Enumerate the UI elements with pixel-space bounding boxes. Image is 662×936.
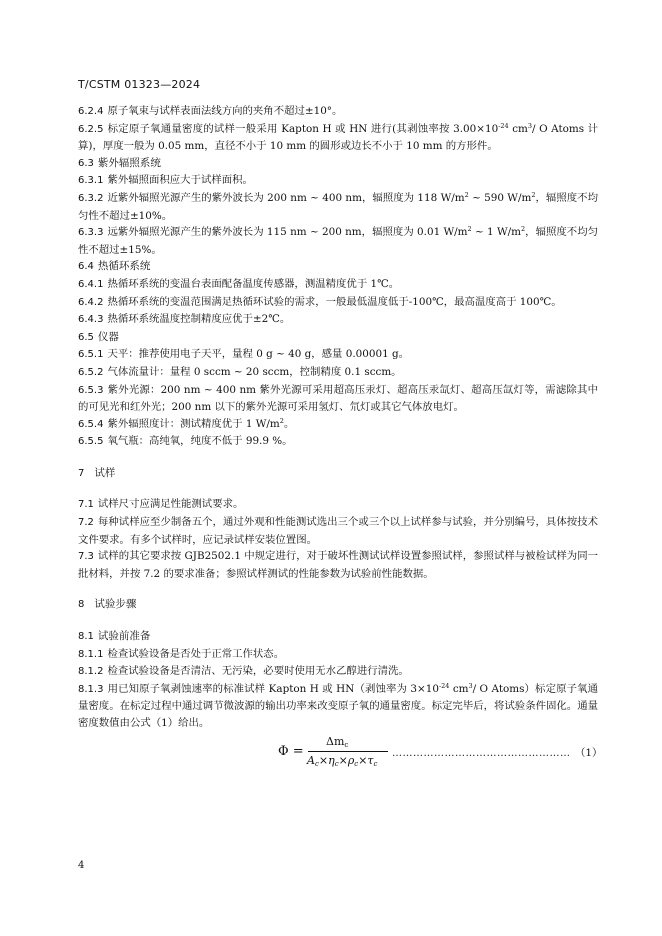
clause-text: 紫外光源：200 nm ~ 400 nm 紫外光源可采用超高压汞灯、超高压汞氙灯、超高压氙灯等，需滤除其中的可见光和红外光；200 nm 以下的紫外光源可采用氢灯、氘灯或其它气体放电灯。 — [78, 383, 598, 414]
spacer — [78, 482, 598, 496]
formula-number: （1） — [575, 746, 603, 759]
clause-6-4-3 — [78, 311, 598, 329]
superscript: 2 — [467, 225, 472, 234]
spacer — [78, 582, 598, 596]
clause-6-3-1 — [78, 172, 598, 190]
clause-number: 7.3 — [78, 551, 94, 563]
clause-text: 氧气瓶：高纯氧，纯度不低于 99.9 %。 — [107, 435, 293, 448]
clause-6-5-5 — [78, 433, 598, 451]
clause-number: 6.5.5 — [78, 436, 104, 448]
clause-8-1-3 — [78, 681, 598, 732]
heading-6-4 — [78, 258, 598, 276]
heading-number: 6.5 — [78, 331, 94, 343]
heading-number: 7 — [78, 467, 85, 479]
formula-leader-dots: …………………………………………… — [392, 747, 571, 759]
superscript: 2 — [464, 190, 469, 199]
heading-number: 6.4 — [78, 261, 94, 273]
numerator-text: Δm — [326, 734, 345, 748]
heading-6-5 — [78, 329, 598, 347]
clause-text: 试样尺寸应满足性能测试要求。 — [97, 498, 244, 511]
clause-7-3 — [78, 548, 598, 582]
spacer — [78, 614, 598, 628]
denominator-subscript: c — [354, 759, 359, 768]
clause-text: 气体流量计：量程 0 sccm ~ 20 sccm，控制精度 0.1 sccm。 — [107, 365, 402, 378]
heading-number: 6.3 — [78, 157, 94, 169]
spacer — [78, 451, 598, 465]
page-number: 4 — [78, 860, 85, 871]
clause-text: 原子氧束与试样表面法线方向的夹角不超过±10°。 — [107, 105, 343, 117]
clause-text: cm — [508, 122, 528, 135]
clause-6-5-1 — [78, 346, 598, 364]
formula-denominator — [307, 753, 377, 770]
heading-8 — [78, 596, 598, 614]
clause-6-3-3 — [78, 224, 598, 258]
denominator-text: ×τ — [358, 753, 374, 767]
heading-title: 试验步骤 — [94, 598, 137, 611]
heading-8-1 — [78, 628, 598, 646]
clause-number: 6.5.1 — [78, 349, 104, 361]
clause-number: 7.1 — [78, 499, 94, 511]
denominator-text: ×ρ — [338, 753, 355, 767]
formula-numerator — [326, 734, 348, 751]
clause-6-3-2 — [78, 190, 598, 224]
clause-number: 6.4.2 — [78, 296, 104, 308]
clause-number: 6.3.1 — [78, 175, 104, 187]
clause-6-5-2 — [78, 364, 598, 382]
heading-title: 试验前准备 — [97, 630, 151, 643]
heading-title: 仪器 — [97, 330, 119, 343]
heading-title: 试样 — [94, 466, 116, 479]
heading-number: 8.1 — [78, 631, 94, 643]
superscript: 2 — [521, 225, 526, 234]
clause-text: 用已知原子氧剥蚀速率的标准试样 Kapton H 或 HN（剥蚀率为 3×10 — [107, 682, 439, 695]
clause-text: ，辐照度不均匀性不超过±15%。 — [78, 226, 599, 256]
clause-text: 试样的其它要求按 GJB2502.1 中规定进行，对于破坏性测试试样设置参照试样，参照试样与被检试样为同一批材料，并按 7.2 的要求准备；参照试样测试的性能参数为试验前性能数据。 — [78, 550, 598, 580]
clause-text: 远紫外辐照光源产生的紫外波长为 115 nm ~ 200 nm，辐照度为 0.01 W/m — [107, 226, 468, 239]
superscript: 2 — [279, 416, 284, 425]
clause-number: 8.1.1 — [78, 648, 104, 660]
clause-7-2 — [78, 514, 598, 548]
denominator-subscript: c — [314, 759, 319, 768]
clause-number: 6.5.3 — [78, 384, 104, 396]
denominator-text: ×η — [318, 753, 335, 767]
clause-text: 热循环系统的变温范围满足热循环试验的需求，一般最低温度低于-100℃，最高温度高于 100℃。 — [107, 295, 562, 308]
clause-number: 7.2 — [78, 517, 94, 529]
clause-text: 热循环系统温度控制精度应优于±2℃。 — [107, 313, 291, 326]
heading-7 — [78, 465, 598, 483]
clause-6-4-2 — [78, 294, 598, 312]
clause-6-5-3 — [78, 382, 598, 416]
superscript: -24 — [498, 121, 509, 130]
clause-text: ~ 1 W/m — [471, 226, 522, 239]
clause-text: 标定原子氧通量密度的试样一般采用 Kapton H 或 HN 进行(其剥蚀率按 3.00×10 — [107, 122, 499, 135]
clause-text: cm — [449, 682, 469, 695]
heading-title: 紫外辐照系统 — [97, 156, 161, 169]
clause-number: 6.5.2 — [78, 366, 104, 378]
superscript: 2 — [531, 190, 536, 199]
clause-6-2-5 — [78, 121, 598, 155]
clause-number: 6.5.4 — [78, 418, 104, 430]
clause-text: 检查试验设备是否处于正常工作状态。 — [107, 647, 285, 660]
denominator-subscript: c — [334, 759, 339, 768]
clause-number: 8.1.2 — [78, 666, 104, 678]
denominator-text: A — [307, 753, 315, 767]
superscript: -24 — [438, 681, 450, 690]
denominator-subscript: c — [373, 759, 378, 768]
fraction-bar — [308, 751, 388, 752]
clause-number: 6.4.3 — [78, 314, 104, 326]
heading-number: 8 — [78, 599, 85, 611]
superscript: 3 — [468, 681, 473, 690]
clause-text: 热循环系统的变温台表面配备温度传感器，测温精度优于 1℃。 — [107, 277, 400, 290]
clause-text: ~ 590 W/m — [468, 191, 532, 204]
clause-6-5-4 — [78, 416, 598, 434]
formula-1 — [78, 734, 603, 776]
superscript: 3 — [527, 121, 533, 130]
clause-number: 6.3.3 — [78, 227, 104, 239]
document-body — [78, 103, 603, 776]
heading-title: 热循环系统 — [97, 260, 151, 273]
clause-number: 8.1.3 — [78, 683, 104, 695]
clause-text: 每种试样应至少制备五个，通过外观和性能测试选出三个或三个以上试样参与试验，并分别编号，具体按技术文件要求。有多个试样时，应记录试样安装位置图。 — [78, 516, 598, 546]
heading-6-3 — [78, 155, 598, 173]
clause-text: / O Atoms）标定原子氧通量密度。在标定过程中通过调节微波源的输出功率来改变原子氧的通量密度。标定完毕后，将试验条件固化。通量密度数值由公式（1）给出。 — [78, 682, 598, 729]
clause-6-2-4 — [78, 103, 598, 121]
clause-8-1-1 — [78, 646, 598, 664]
clause-number: 6.3.2 — [78, 192, 104, 204]
clause-text: 近紫外辐照光源产生的紫外波长为 200 nm ~ 400 nm，辐照度为 118 W/m — [107, 191, 465, 204]
clause-text: 紫外辐照度计：测试精度优于 1 W/m — [107, 417, 280, 430]
clause-number: 6.4.1 — [78, 278, 104, 290]
clause-6-4-1 — [78, 276, 598, 294]
clause-number: 6.2.4 — [78, 106, 104, 117]
clause-text: ，辐照度不均匀性不超过±10%。 — [78, 191, 598, 222]
formula-lhs: Φ = — [278, 743, 304, 759]
numerator-subscript: c — [344, 740, 349, 749]
clause-text: 。 — [283, 417, 295, 430]
clause-text: 检查试验设备是否清洁、无污染，必要时使用无水乙醇进行清洗。 — [107, 665, 409, 678]
clause-text: 紫外辐照面积应大于试样面积。 — [107, 174, 253, 187]
clause-text: 天平：推荐使用电子天平，量程 0 g ~ 40 g，感量 0.00001 g。 — [107, 348, 410, 361]
document-code: T/CSTM 01323—2024 — [78, 78, 201, 91]
clause-number: 6.2.5 — [78, 123, 104, 135]
clause-7-1 — [78, 496, 598, 514]
clause-text: / O Atoms 计算)，厚度一般为 0.05 mm，直径不小于 10 mm 的圆形或边长不小于 10 mm 的方形件。 — [78, 122, 598, 153]
clause-8-1-2 — [78, 663, 598, 681]
